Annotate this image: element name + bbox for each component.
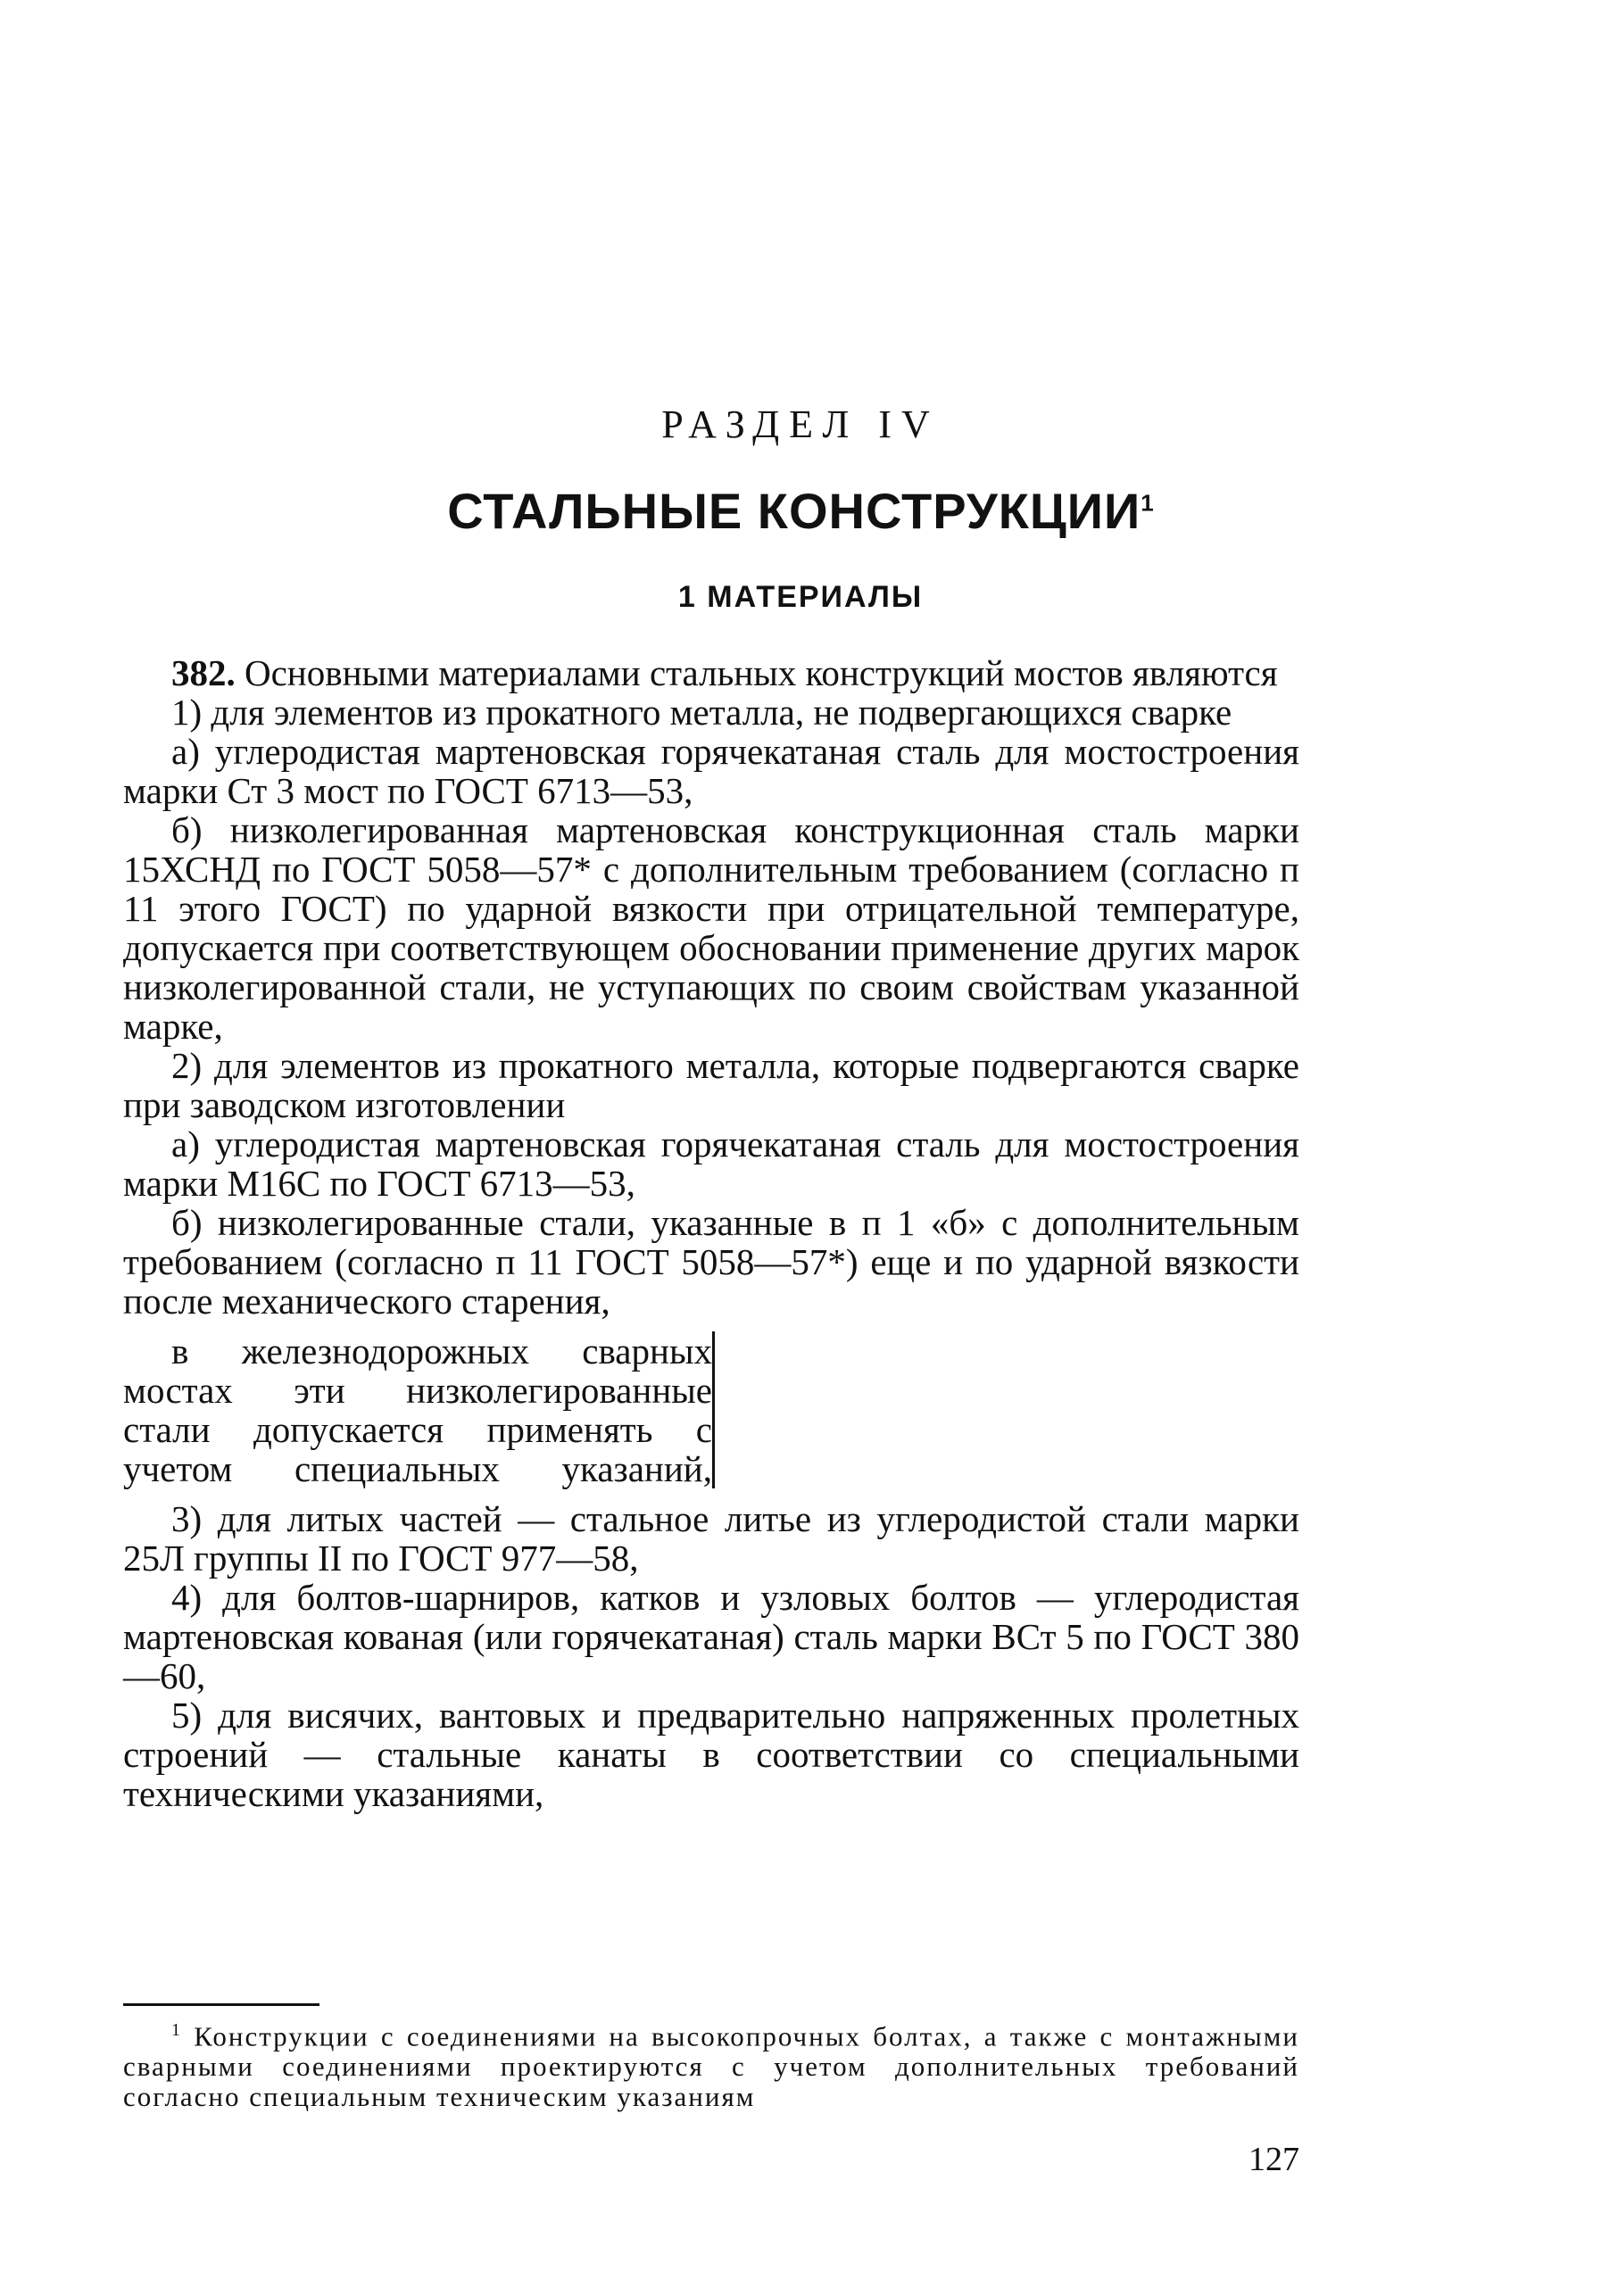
- list-item-5: 5) для висячих, вантовых и предварительно напряженных пролетных строений — стальные канаты в соответствии со специальными техническими указаниями,: [123, 1695, 1299, 1814]
- list-item-2b: б) низколегированные стали, указанные в п 1 «б» с дополнительным требованием (согласно п 11 ГОСТ 5058—57*) еще и по ударной вязкости после механического старения,: [123, 1202, 1299, 1322]
- list-item-1a: а) углеродистая мартеновская горячекатаная сталь для мостостроения марки Ст 3 мост по ГОСТ 6713—53,: [123, 731, 1299, 811]
- paragraph-text: Основными материалами стальных конструкций мостов являются: [235, 652, 1278, 693]
- paragraph-number: 382.: [171, 652, 236, 693]
- note-line: учетом специальных указаний,: [123, 1448, 712, 1489]
- section-title-text: СТАЛЬНЫЕ КОНСТРУКЦИИ: [447, 483, 1141, 539]
- list-item-2: 2) для элементов из прокатного металла, которые подвергаются сварке при заводском изготовлении: [123, 1045, 1299, 1125]
- note-line: мостах эти низколегированные: [123, 1370, 712, 1411]
- note-line: стали допускается применять с: [123, 1409, 712, 1450]
- list-item-2a: а) углеродистая мартеновская горячекатаная сталь для мостостроения марки М16С по ГОСТ 6713—53,: [123, 1123, 1299, 1204]
- footnote: [123, 2015, 1299, 2112]
- paragraph-382: [123, 653, 1299, 692]
- section-title: [0, 482, 1601, 540]
- margin-marked-note: [123, 1331, 715, 1488]
- list-item-1: 1) для элементов из прокатного металла, не подвергающихся сварке: [171, 692, 1232, 733]
- section-label: РАЗДЕЛ IV: [661, 402, 940, 446]
- page-number: 127: [1248, 2141, 1299, 2178]
- list-item-1b: б) низколегированная мартеновская конструкционная сталь марки 15ХСНД по ГОСТ 5058—57* с дополнительным требованием (согласно п 11 этого ГОСТ) по ударной вязкости при отрицательной температуре, допускается при соответствующем обосновании применение других марок низколегированной стали, не уступающих по своим свойствам указанной марке,: [123, 809, 1299, 1047]
- chapter-heading: 1 МАТЕРИАЛЫ: [677, 580, 924, 614]
- list-item-4: 4) для болтов-шарниров, катков и узловых болтов — углеродистая мартеновская кованая (или горячекатаная) сталь марки ВСт 5 по ГОСТ 380—60,: [123, 1577, 1299, 1696]
- note-line: в железнодорожных сварных: [171, 1330, 712, 1372]
- footnote-reference-mark: 1: [1141, 489, 1154, 517]
- footnote-mark: 1: [171, 2020, 182, 2040]
- list-item-3: 3) для литых частей — стальное литье из углеродистой стали марки 25Л группы II по ГОСТ 977—58,: [123, 1498, 1299, 1579]
- footnote-divider: [123, 2003, 319, 2006]
- body-text: [123, 653, 1299, 1813]
- footnote-text: Конструкции с соединениями на высокопрочных болтах, а также с монтажными сварными соединениями проектируются с учетом дополнительных требований согласно специальным техническим указаниям: [123, 2020, 1299, 2113]
